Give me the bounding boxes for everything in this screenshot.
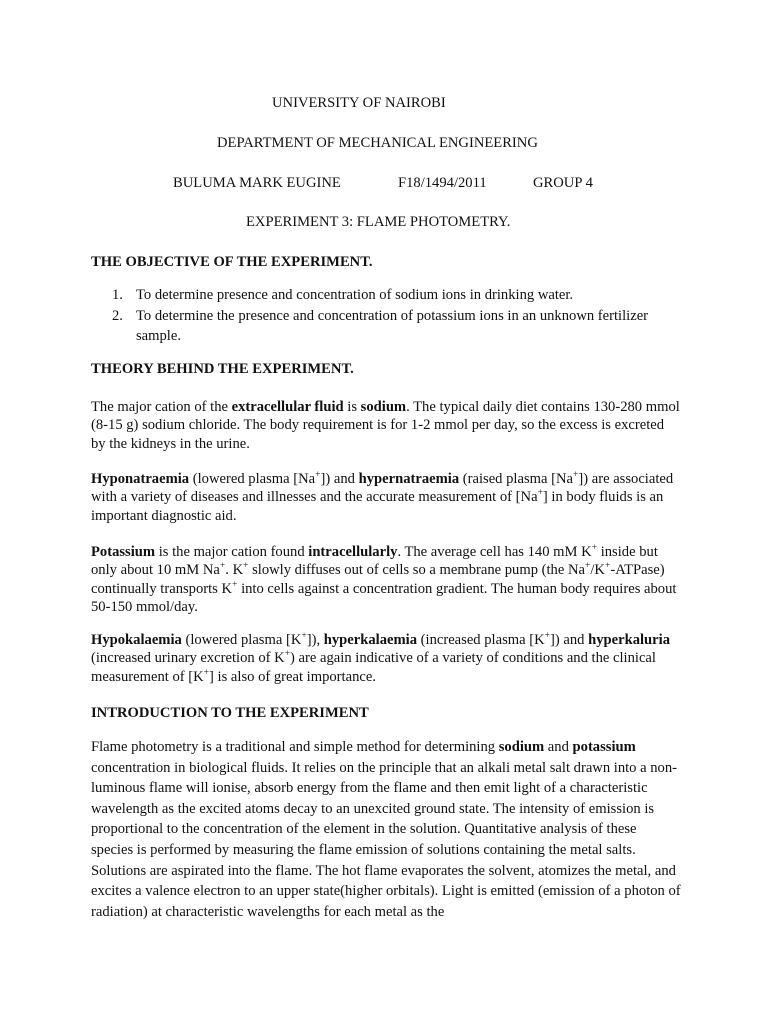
document-page: UNIVERSITY OF NAIROBI DEPARTMENT OF MECHANICAL ENGINEERING BULUMA MARK EUGINE F18/1494/2011 GROUP 4 EXPERIMENT 3: FLAME PHOTOMETRY. THE OBJECTIVE OF THE EXPERIMENT. 1. To determine presence and concentration of sodium ions in drinking water. 2. To determine the presence and concentration of potassium ions in an unknown fertilizer sample. THEORY BEHIND THE EXPERIMENT. The major cation of the extracellular fluid is sodium. The typical daily diet contains 130-280 mmol (8-15 g) sodium chloride. The body requirement is for 1-2 mmol per day, so the excess is excreted by the kidneys in the urine. Hyponatraemia (lowered plasma [Na+]) and hypernatraemia (raised plasma [Na+]) are associated with a variety of diseases and illnesses and the accurate measurement of [Na+] in body fluids is an important diagnostic aid. Potassium is the major cation found intracellularly. The average cell has 140 mM K+ inside but only about 10 mM Na+. K+ slowly diffuses out of cells so a membrane pump (the Na+/K+-ATPase) continually transports K+ into cells against a concentration gradient. The human body requires about 50-150 mmol/day. Hypokalaemia (lowered plasma [K+]), hyperkalaemia (increased plasma [K+]) and hyperkaluria (increased urinary excretion of K+) are again indicative of a variety of conditions and the clinical measurement of [K+] is also of great importance. INTRODUCTION TO THE EXPERIMENT Flame photometry is a traditional and simple method for determining sodium and potassium concentration in biological fluids. It relies on the principle that an alkali metal salt drawn into a non-luminous flame will ionise, absorb energy from the flame and then emit light of a characteristic wavelength as the excited atoms decay to an unexcited ground state. The intensity of emission is proportional to the concentration of the element in the solution. Quantitative analysis of these species is performed by measuring the flame emission of solutions containing the metal salts. Solutions are aspirated into the flame. The hot flame evaporates the solvent, atomizes the metal, and excites a valence electron to an upper state(higher orbitals). Light is emitted (emission of a photon of radiation) at characteristic wavelengths for each metal as the	[0, 0, 768, 1024]
introduction-paragraph: Flame photometry is a traditional and simple method for determining sodium and potassium concentration in biological fluids. It relies on the principle that an alkali metal salt drawn into a non-luminous flame will ionise, absorb energy from the flame and then emit light of a characteristic wavelength as the excited atoms decay to an unexcited ground state. The intensity of emission is proportional to the concentration of the element in the solution. Quantitative analysis of these species is performed by measuring the flame emission of solutions containing the metal salts. Solutions are aspirated into the flame. The hot flame evaporates the solvent, atomizes the metal, and excites a valence electron to an upper state(higher orbitals). Light is emitted (emission of a photon of radiation) at characteristic wavelengths for each metal as the	[91, 739, 681, 920]
theory-paragraph-4: Hypokalaemia (lowered plasma [K+]), hyperkalaemia (increased plasma [K+]) and hyperkaluria (increased urinary excretion of K+) are again indicative of a variety of conditions and the clinical measurement of [K+] is also of great importance.	[91, 631, 670, 685]
theory-paragraph-2: Hyponatraemia (lowered plasma [Na+]) and hypernatraemia (raised plasma [Na+]) are associated with a variety of diseases and illnesses and the accurate measurement of [Na+] in body fluids is an important diagnostic aid.	[91, 470, 674, 524]
theory-heading: THEORY BEHIND THE EXPERIMENT.	[91, 361, 354, 377]
author-name: BULUMA MARK EUGINE	[173, 175, 341, 191]
theory-paragraph-3: Potassium is the major cation found intracellularly. The average cell has 140 mM K+ inside but only about 10 mM Na+. K+ slowly diffuses out of cells so a membrane pump (the Na+/K+-ATPase) continually transports K+ into cells against a concentration gradient. The human body requires about 50-150 mmol/day.	[91, 543, 677, 616]
registration-number: F18/1494/2011	[398, 175, 487, 191]
group-label: GROUP 4	[533, 175, 593, 191]
experiment-title: EXPERIMENT 3: FLAME PHOTOMETRY.	[246, 214, 511, 230]
university-heading: UNIVERSITY OF NAIROBI	[272, 95, 446, 111]
department-heading: DEPARTMENT OF MECHANICAL ENGINEERING	[217, 135, 538, 151]
introduction-heading: INTRODUCTION TO THE EXPERIMENT	[91, 705, 369, 721]
theory-paragraph-1: The major cation of the extracellular fluid is sodium. The typical daily diet contains 130-280 mmol (8-15 g) sodium chloride. The body requirement is for 1-2 mmol per day, so the excess is excreted by the kidneys in the urine.	[91, 399, 680, 452]
objective-heading: THE OBJECTIVE OF THE EXPERIMENT.	[91, 254, 373, 270]
